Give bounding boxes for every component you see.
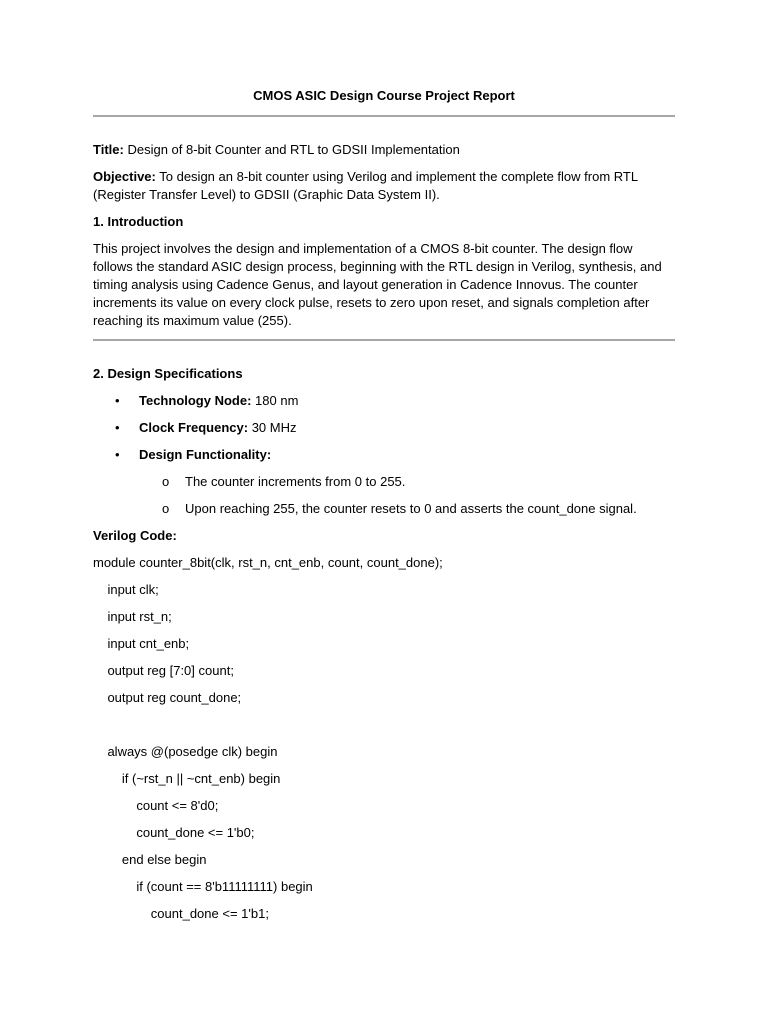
verilog-code-block: [93, 554, 675, 923]
spec-label: Technology Node:: [139, 393, 252, 408]
code-line: output reg count_done;: [93, 690, 242, 705]
specifications-list: [93, 392, 675, 464]
functionality-item: [93, 473, 675, 491]
document-content: [93, 86, 675, 923]
spec-item-design-functionality: [93, 446, 675, 464]
introduction-heading: 1. Introduction: [93, 214, 184, 229]
code-line: module counter_8bit(clk, rst_n, cnt_enb, count, count_done);: [93, 555, 443, 570]
verilog-code-heading: Verilog Code:: [93, 528, 177, 543]
functionality-item: [93, 500, 675, 518]
functionality-text: The counter increments from 0 to 255.: [185, 474, 406, 489]
spec-item-clock-frequency: [93, 419, 675, 437]
objective-paragraph: [93, 168, 675, 204]
functionality-text: Upon reaching 255, the counter resets to 0 and asserts the count_done signal.: [185, 501, 637, 516]
bullet-icon: •: [115, 393, 120, 408]
code-line: input cnt_enb;: [93, 636, 190, 651]
functionality-list: [93, 473, 675, 518]
code-line: end else begin: [93, 852, 207, 867]
code-line: output reg [7:0] count;: [93, 663, 234, 678]
code-line: count_done <= 1'b0;: [93, 825, 255, 840]
title-label: Title:: [93, 142, 124, 157]
title-divider: [93, 115, 675, 117]
code-line: input clk;: [93, 582, 159, 597]
code-line: input rst_n;: [93, 609, 172, 624]
section-divider: [93, 339, 675, 341]
objective-label: Objective:: [93, 169, 156, 184]
bullet-icon: •: [115, 447, 120, 462]
spec-item-technology-node: [93, 392, 675, 410]
code-line: [93, 716, 675, 734]
specifications-heading: 2. Design Specifications: [93, 366, 243, 381]
spec-value: 30 MHz: [248, 420, 297, 435]
document-title: CMOS ASIC Design Course Project Report: [253, 88, 515, 103]
title-value: Design of 8-bit Counter and RTL to GDSII Implementation: [127, 142, 460, 157]
objective-value: To design an 8-bit counter using Verilog and implement the complete flow from RTL (Register Transfer Level) to GDSII (Graphic Data System II).: [93, 169, 638, 202]
code-line: count <= 8'd0;: [93, 798, 219, 813]
code-line: always @(posedge clk) begin: [93, 744, 278, 759]
spec-label: Clock Frequency:: [139, 420, 249, 435]
bullet-icon: •: [115, 420, 120, 435]
introduction-text: This project involves the design and implementation of a CMOS 8-bit counter. The design flow follows the standard ASIC design process, beginning with the RTL design in Verilog, synthesis, and timing analysis using Cadence Genus, and layout generation in Cadence Innovus. The counter increments its value on every clock pulse, resets to zero upon reset, and signals completion after reaching its maximum value (255).: [93, 241, 662, 328]
spec-label: Design Functionality:: [139, 447, 272, 462]
code-line: count_done <= 1'b1;: [93, 906, 269, 921]
sub-bullet-icon: o: [162, 501, 170, 516]
spec-value: 180 nm: [251, 393, 299, 408]
code-line: if (~rst_n || ~cnt_enb) begin: [93, 771, 281, 786]
title-paragraph: [93, 141, 675, 159]
code-line: if (count == 8'b11111111) begin: [93, 879, 313, 894]
sub-bullet-icon: o: [162, 474, 170, 489]
